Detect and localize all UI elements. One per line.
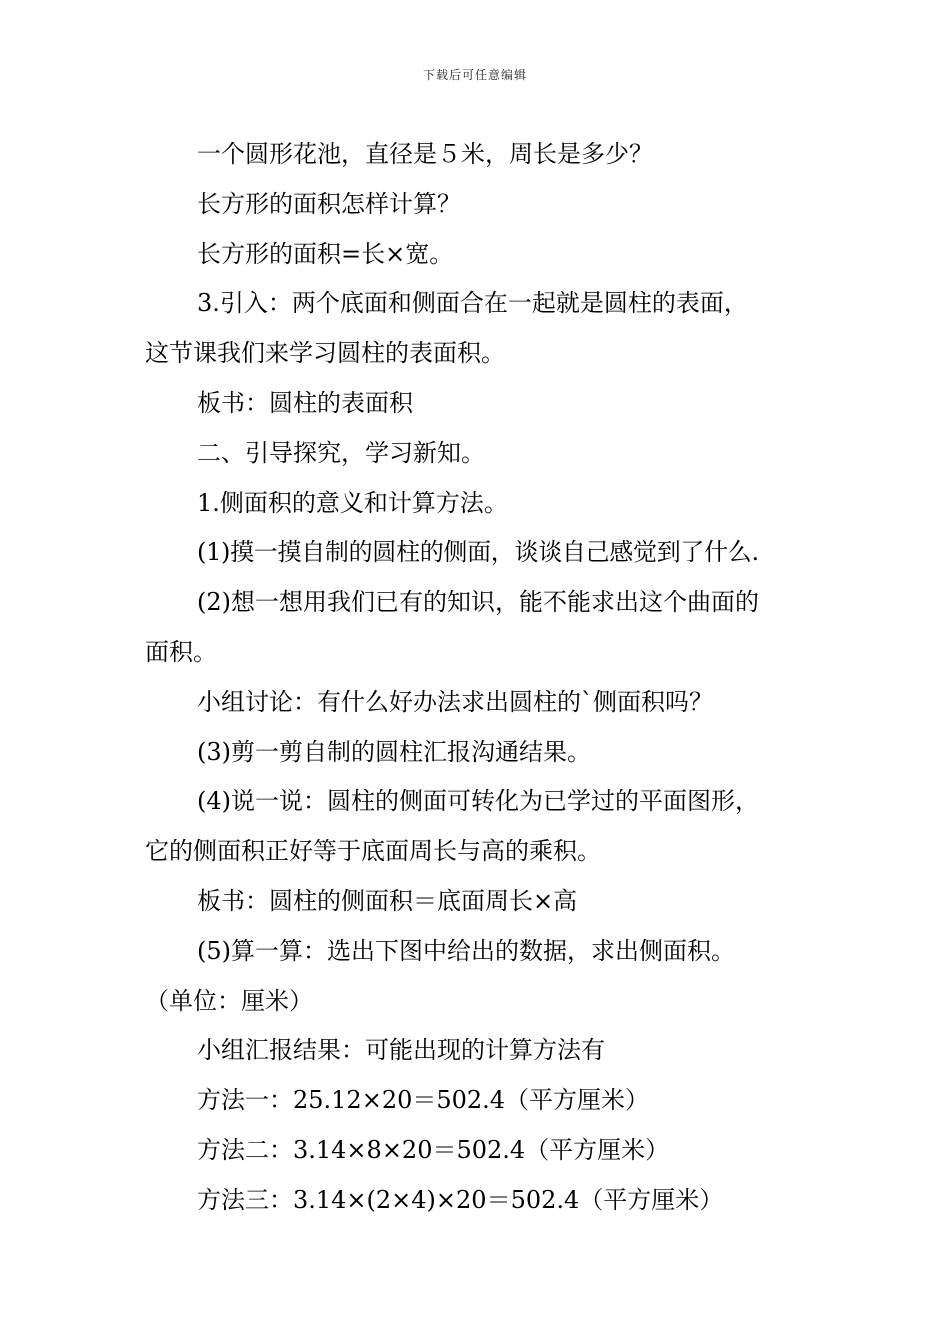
paragraph-line: 板书：圆柱的侧面积＝底面周长×高: [197, 886, 578, 915]
paragraph-line: (3)剪一剪自制的圆柱汇报沟通结果。: [197, 737, 591, 766]
paragraph-line: 小组汇报结果：可能出现的计算方法有: [197, 1036, 605, 1065]
paragraph-line: 这节课我们来学习圆柱的表面积。: [145, 339, 505, 368]
paragraph-line: 长方形的面积=长×宽。: [197, 239, 454, 268]
formula-line: 方法二：3.14×8×20＝502.4（平方厘米）: [197, 1135, 670, 1164]
paragraph-line: (1)摸一摸自制的圆柱的侧面，谈谈自己感觉到了什么.: [197, 538, 759, 567]
paragraph-line: 长方形的面积怎样计算？: [197, 189, 461, 218]
paragraph-line: 3.引入：两个底面和侧面合在一起就是圆柱的表面，: [197, 289, 748, 318]
paragraph-line: (5)算一算：选出下图中给出的数据，求出侧面积。: [197, 936, 735, 965]
paragraph-line: 小组讨论：有什么好办法求出圆柱的`侧面积吗？: [197, 687, 713, 716]
document-body: [145, 130, 815, 1226]
formula-line: 方法一：25.12×20＝502.4（平方厘米）: [197, 1086, 650, 1115]
page-header: 下载后可任意编辑: [422, 68, 527, 82]
paragraph-line: 它的侧面积正好等于底面周长与高的乘积。: [145, 837, 601, 866]
paragraph-line: (4)说一说：圆柱的侧面可转化为已学过的平面图形，: [197, 787, 759, 816]
paragraph-line: 面积。: [145, 637, 217, 666]
paragraph-line: （单位：厘米）: [145, 986, 313, 1015]
paragraph-line: 1.侧面积的意义和计算方法。: [197, 488, 508, 517]
formula-line: 方法三：3.14×(2×4)×20＝502.4（平方厘米）: [197, 1185, 724, 1214]
paragraph-line: (2)想一想用我们已有的知识，能不能求出这个曲面的: [197, 588, 759, 617]
paragraph-line: 板书：圆柱的表面积: [197, 388, 413, 417]
section-heading: 二、引导探究，学习新知。: [197, 438, 485, 467]
paragraph-line: 一个圆形花池，直径是５米，周长是多少？: [197, 140, 653, 168]
